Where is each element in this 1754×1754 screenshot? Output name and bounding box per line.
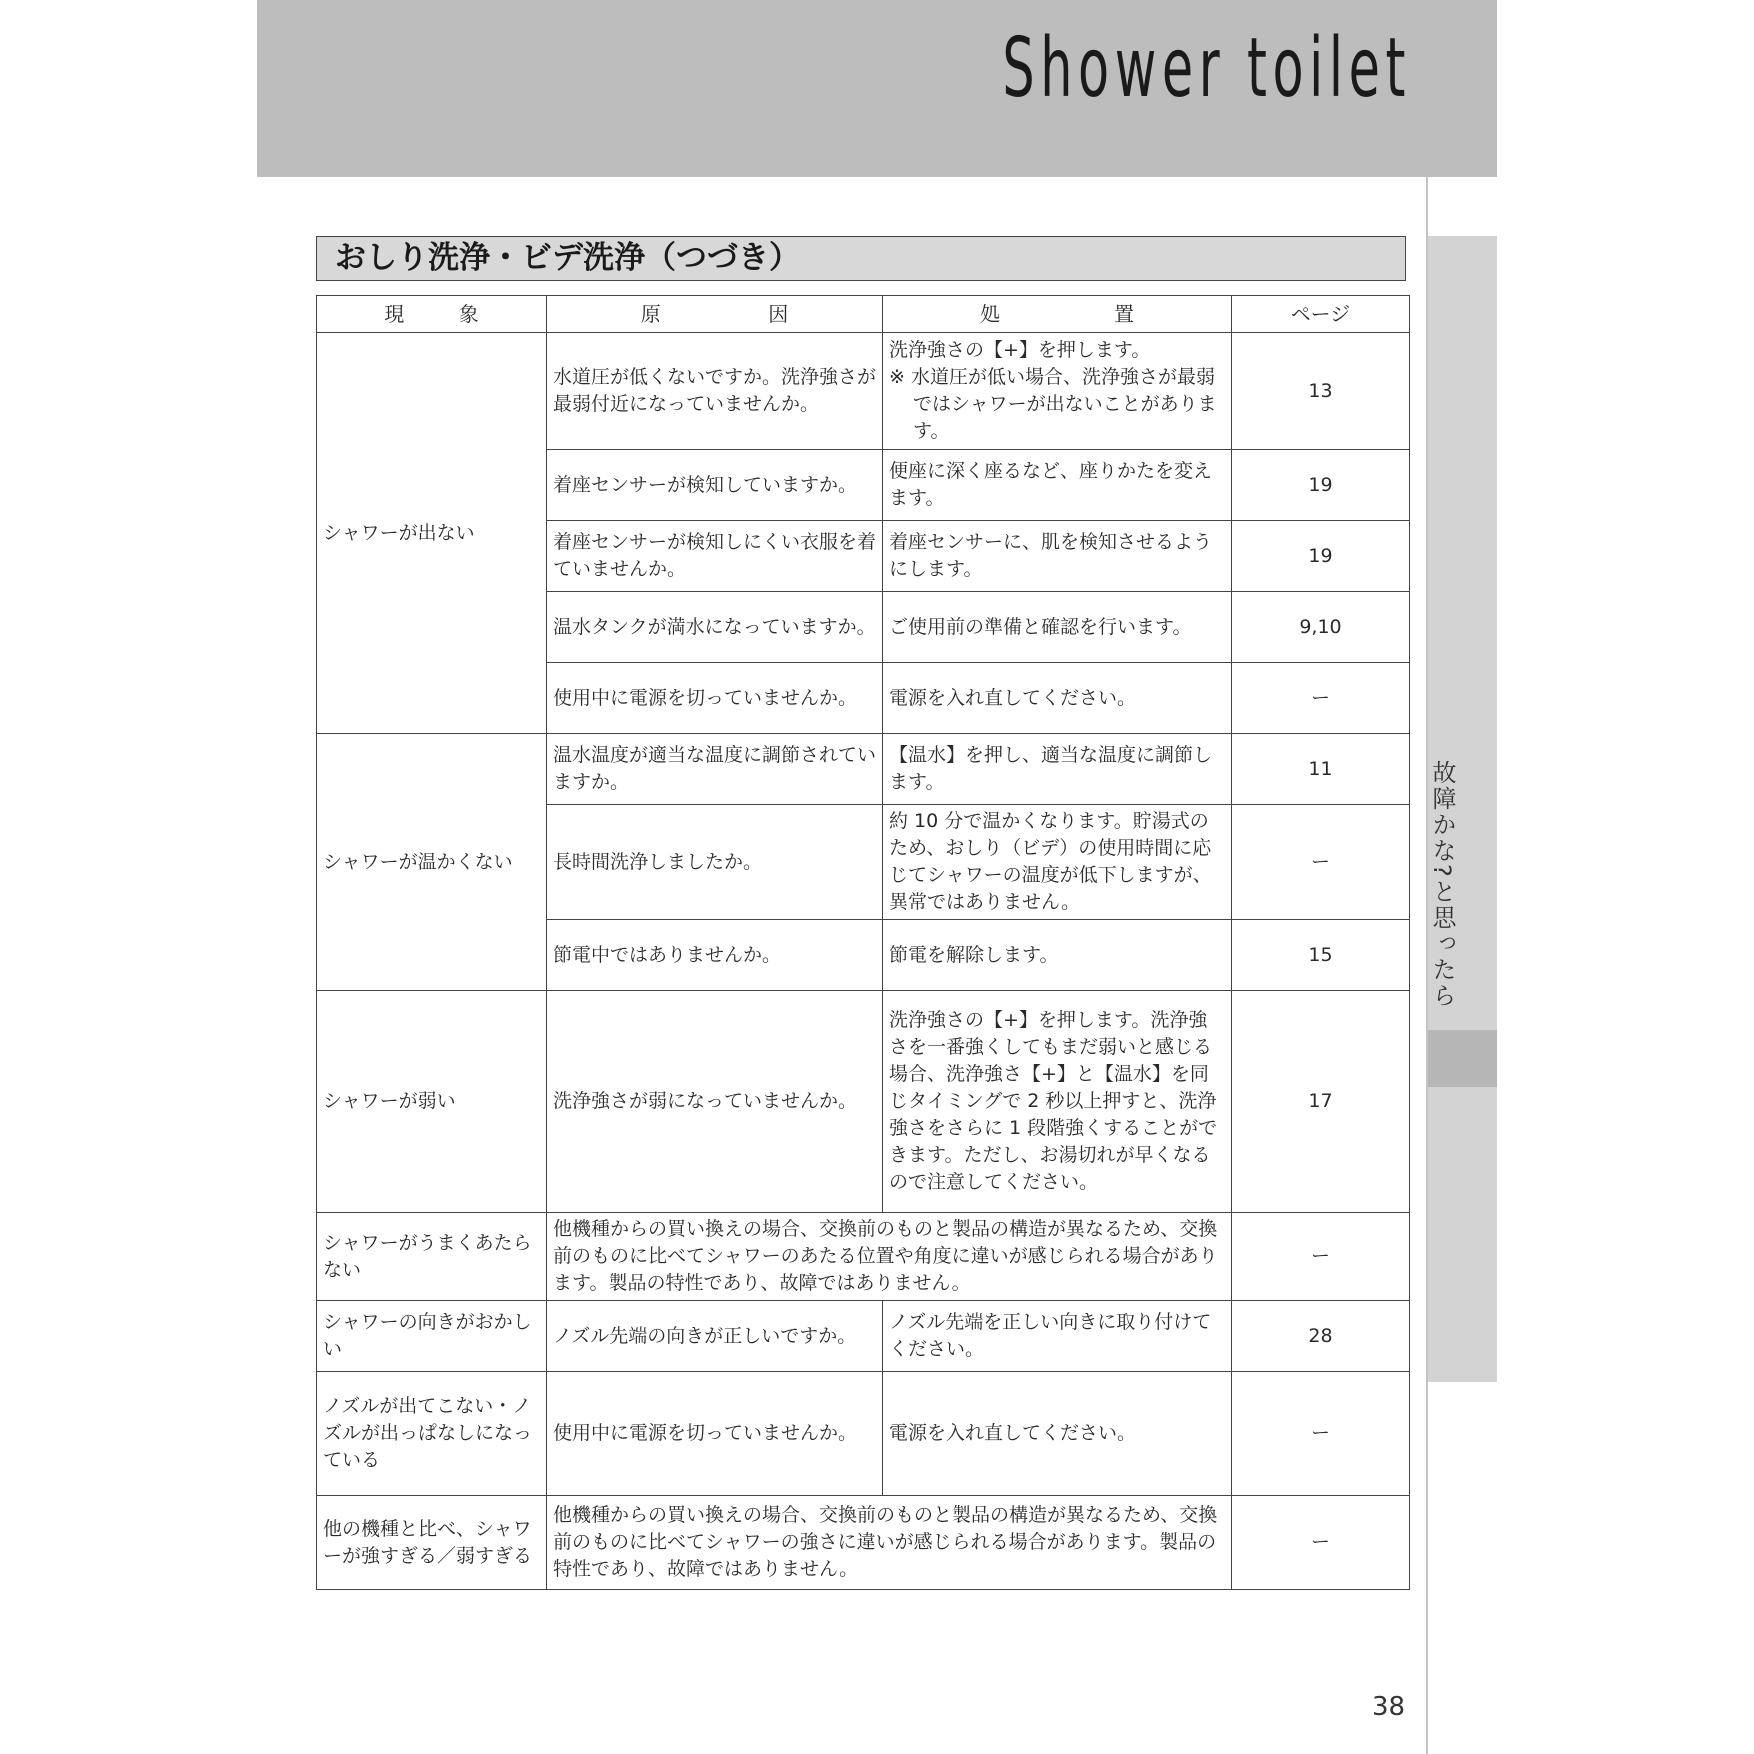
page-cell: ー <box>1232 1372 1410 1496</box>
troubleshooting-table <box>316 295 1410 1590</box>
cause-cell: 水道圧が低くないですか。洗浄強さが最弱付近になっていませんか。 <box>547 333 883 450</box>
cause-cell: 温水温度が適当な温度に調節されていますか。 <box>547 734 883 805</box>
table-row <box>317 1496 1410 1590</box>
remedy-cell: 着座センサーに、肌を検知させるようにします。 <box>883 521 1232 592</box>
header-cause: 原 因 <box>547 296 883 333</box>
symptom-cell: シャワーが出ない <box>317 333 547 734</box>
page-cell: ー <box>1232 1213 1410 1301</box>
symptom-cell: 他の機種と比べ、シャワーが強すぎる／弱すぎる <box>317 1496 547 1590</box>
table-row <box>317 333 1410 450</box>
symptom-cell: シャワーが弱い <box>317 991 547 1213</box>
remedy-note: ※ 水道圧が低い場合、洗浄強さが最弱ではシャワーが出ないことがあります。 <box>889 366 1217 442</box>
remedy-cell <box>883 333 1232 450</box>
remedy-cell: 便座に深く座るなど、座りかたを変えます。 <box>883 450 1232 521</box>
page-cell: 15 <box>1232 920 1410 991</box>
header-remedy: 処 置 <box>883 296 1232 333</box>
page-cell: 9,10 <box>1232 592 1410 663</box>
cause-cell: 着座センサーが検知しにくい衣服を着ていませんか。 <box>547 521 883 592</box>
section-title: おしり洗浄・ビデ洗浄（つづき） <box>316 236 1406 281</box>
symptom-cell: シャワーがうまくあたらない <box>317 1213 547 1301</box>
cause-cell: 温水タンクが満水になっていますか。 <box>547 592 883 663</box>
table-row <box>317 1301 1410 1372</box>
table-row <box>317 1213 1410 1301</box>
page-cell: 19 <box>1232 450 1410 521</box>
header-page: ページ <box>1232 296 1410 333</box>
merged-cause-remedy-cell: 他機種からの買い換えの場合、交換前のものと製品の構造が異なるため、交換前のものに比べてシャワーの強さに違いが感じられる場合があります。製品の特性であり、故障ではありません。 <box>547 1496 1232 1590</box>
page-cell: ー <box>1232 805 1410 920</box>
page-number: 38 <box>1372 1692 1406 1722</box>
side-index-label: 故障かな?と思ったら <box>1428 760 1456 1009</box>
page-cell: 19 <box>1232 521 1410 592</box>
page-cell: 17 <box>1232 991 1410 1213</box>
header-symptom: 現 象 <box>317 296 547 333</box>
table-header-row <box>317 296 1410 333</box>
remedy-cell: 電源を入れ直してください。 <box>883 663 1232 734</box>
page-cell: 11 <box>1232 734 1410 805</box>
header-band <box>257 0 1497 177</box>
table-row <box>317 1372 1410 1496</box>
merged-cause-remedy-cell: 他機種からの買い換えの場合、交換前のものと製品の構造が異なるため、交換前のものに比べてシャワーのあたる位置や角度に違いが感じられる場合があります。製品の特性であり、故障ではありません。 <box>547 1213 1232 1301</box>
remedy-cell: 【温水】を押し、適当な温度に調節します。 <box>883 734 1232 805</box>
remedy-cell: 洗浄強さの【+】を押します。洗浄強さを一番強くしてもまだ弱いと感じる場合、洗浄強さ【+】と【温水】を同じタイミングで 2 秒以上押すと、洗浄強さをさらに 1 段階強くすることができます。ただし、お湯切れが早くなるので注意してください。 <box>883 991 1232 1213</box>
table-row <box>317 991 1410 1213</box>
page-cell: ー <box>1232 1496 1410 1590</box>
page-cell: 13 <box>1232 333 1410 450</box>
remedy-cell: ご使用前の準備と確認を行います。 <box>883 592 1232 663</box>
page-cell: 28 <box>1232 1301 1410 1372</box>
remedy-text: 洗浄強さの【+】を押します。 <box>889 339 1151 361</box>
brand-logo: Shower toilet <box>1002 21 1411 116</box>
remedy-cell: ノズル先端を正しい向きに取り付けてください。 <box>883 1301 1232 1372</box>
table-row <box>317 734 1410 805</box>
remedy-cell: 電源を入れ直してください。 <box>883 1372 1232 1496</box>
cause-cell: ノズル先端の向きが正しいですか。 <box>547 1301 883 1372</box>
page-cell: ー <box>1232 663 1410 734</box>
symptom-cell: ノズルが出てこない・ノズルが出っぱなしになっている <box>317 1372 547 1496</box>
cause-cell: 洗浄強さが弱になっていませんか。 <box>547 991 883 1213</box>
symptom-cell: シャワーの向きがおかしい <box>317 1301 547 1372</box>
remedy-cell: 節電を解除します。 <box>883 920 1232 991</box>
cause-cell: 長時間洗浄しましたか。 <box>547 805 883 920</box>
remedy-cell: 約 10 分で温かくなります。貯湯式のため、おしり（ビデ）の使用時間に応じてシャワーの温度が低下しますが、異常ではありません。 <box>883 805 1232 920</box>
cause-cell: 使用中に電源を切っていませんか。 <box>547 1372 883 1496</box>
cause-cell: 着座センサーが検知していますか。 <box>547 450 883 521</box>
symptom-cell: シャワーが温かくない <box>317 734 547 991</box>
side-index-marker <box>1428 1030 1497 1087</box>
cause-cell: 使用中に電源を切っていませんか。 <box>547 663 883 734</box>
cause-cell: 節電中ではありませんか。 <box>547 920 883 991</box>
